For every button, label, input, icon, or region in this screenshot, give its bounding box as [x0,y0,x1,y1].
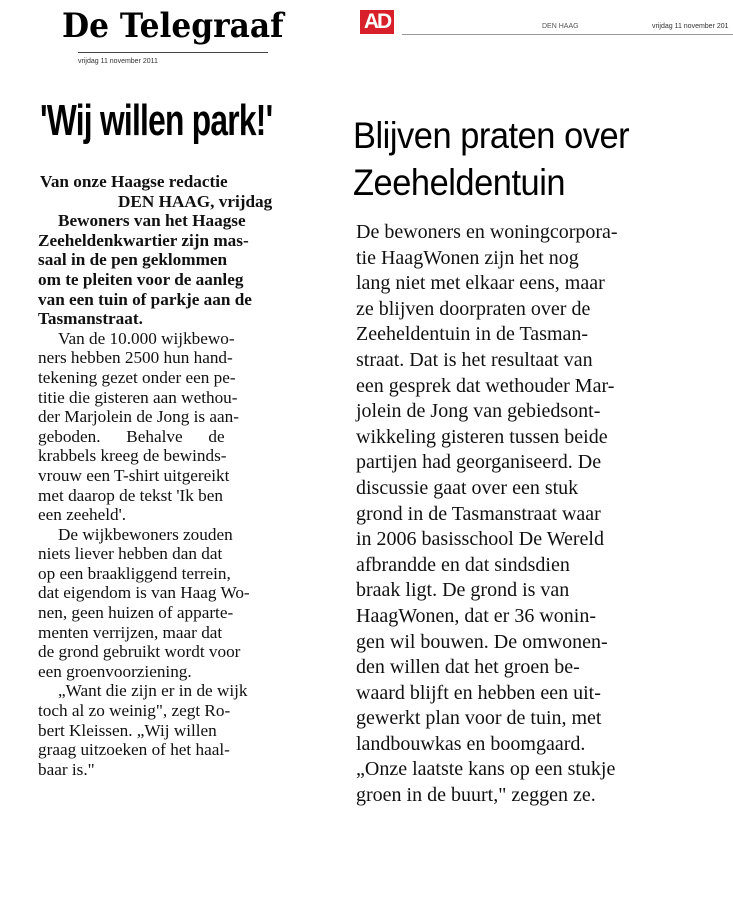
paragraph-line: met daarop de tekst 'Ik ben [38,485,223,505]
paragraph-line: „Want die zijn er in de wijk [58,681,248,701]
paragraph-line: afbrandde en dat sindsdien [356,553,570,576]
ad-date: vrijdag 11 november 201 [652,23,729,30]
paragraph-line: gewerkt plan voor de tuin, met [356,707,602,730]
paragraph-line: den willen dat het groen be- [356,656,580,679]
paragraph-line: op een braakliggend terrein, [38,563,231,583]
ad-clipping [350,0,733,904]
telegraaf-article-body [38,172,316,779]
lead-line: van een tuin of parkje aan de [38,289,252,309]
paragraph-line: de grond gebruikt wordt voor [38,642,241,662]
telegraaf-masthead: De Telegraaf [62,6,284,46]
paragraph-line: „Onze laatste kans op een stukje [356,758,616,781]
paragraph-line: Zeeheldentuin in de Tasman- [356,323,589,346]
paragraph-line: dat eigendom is van Haag Wo- [38,583,250,603]
paragraph-line: grond in de Tasmanstraat waar [356,502,601,525]
paragraph-line: HaagWonen, dat er 36 wonin- [356,604,596,627]
paragraph-line: een groenvoorziening. [38,661,192,681]
paragraph-line: baar is." [38,759,95,779]
paragraph-line: partijen had georganiseerd. De [356,451,602,474]
paragraph-line: in 2006 basisschool De Wereld [356,528,604,551]
paragraph-line: gen wil bouwen. De omwonen- [356,630,608,653]
paragraph-line: menten verrijzen, maar dat [38,622,223,642]
telegraaf-clipping [0,0,345,904]
paragraph-line: jolein de Jong van gebiedsont- [356,400,601,423]
paragraph-line: niets liever hebben dan dat [38,544,223,564]
paragraph-line: der Marjolein de Jong is aan- [38,407,239,427]
paragraph-line: bert Kleissen. „Wij willen [38,720,217,740]
paragraph-line: landbouwkas en boomgaard. [356,732,586,755]
byline-line: DEN HAAG, vrijdag [118,191,273,211]
lead-line: saal in de pen geklommen [38,250,228,270]
paragraph-line: toch al zo weinig", zegt Ro- [38,701,231,721]
paragraph-line: een zeeheld'. [38,505,127,525]
paragraph-line: Van de 10.000 wijkbewo- [58,328,235,348]
ad-headline-line: Zeeheldentuin [353,162,566,203]
paragraph-line: wikkeling gisteren tussen beide [356,425,608,448]
lead-line: Tasmanstraat. [38,309,143,329]
paragraph-line: lang niet met elkaar eens, maar [356,272,605,295]
paragraph-line: vrouw een T-shirt uitgereikt [38,465,230,485]
lead-line: om te pleiten voor de aanleg [38,269,244,289]
telegraaf-date: vrijdag 11 november 2011 [78,58,158,65]
paragraph-line: straat. Dat is het resultaat van [356,348,593,371]
ad-headline [353,112,731,206]
paragraph-line: braak ligt. De grond is van [356,579,570,602]
paragraph-line: ze blijven doorpraten over de [356,297,591,320]
paragraph-line: tie HaagWonen zijn het nog [356,246,579,269]
ad-section-label: DEN HAAG [542,23,579,30]
paragraph-line: nen, geen huizen of apparte- [38,603,234,623]
paragraph-line: discussie gaat over een stuk [356,476,579,499]
masthead-divider [78,52,268,53]
lead-line: Zeeheldenkwartier zijn mas- [38,230,249,250]
ad-headline-line: Blijven praten over [353,115,630,156]
telegraaf-headline: 'Wij willen park!' [40,96,273,145]
paragraph-line: De bewoners en woningcorpora- [356,221,618,243]
paragraph-line: titie die gisteren aan wethou- [38,387,238,407]
ad-logo: AD [360,10,394,34]
paragraph-line: krabbels kreeg de bewinds- [38,446,227,466]
paragraph-line: ners hebben 2500 hun hand- [38,348,233,368]
lead-line: Bewoners van het Haagse [58,211,246,231]
paragraph-line: een gesprek dat wethouder Mar- [356,374,615,397]
ad-header-rule [402,34,733,35]
paragraph-line: graag uitzoeken of het haal- [38,740,230,760]
paragraph-line: groen in de buurt," zeggen ze. [356,784,596,807]
paragraph-line: geboden. Behalve de [38,426,225,446]
paragraph-line: tekening gezet onder een pe- [38,367,236,387]
byline-line: Van onze Haagse redactie [40,172,228,191]
paragraph-line: De wijkbewoners zouden [58,524,233,544]
paragraph-line: waard blijft en hebben een uit- [356,681,601,704]
ad-article-body [356,220,732,809]
